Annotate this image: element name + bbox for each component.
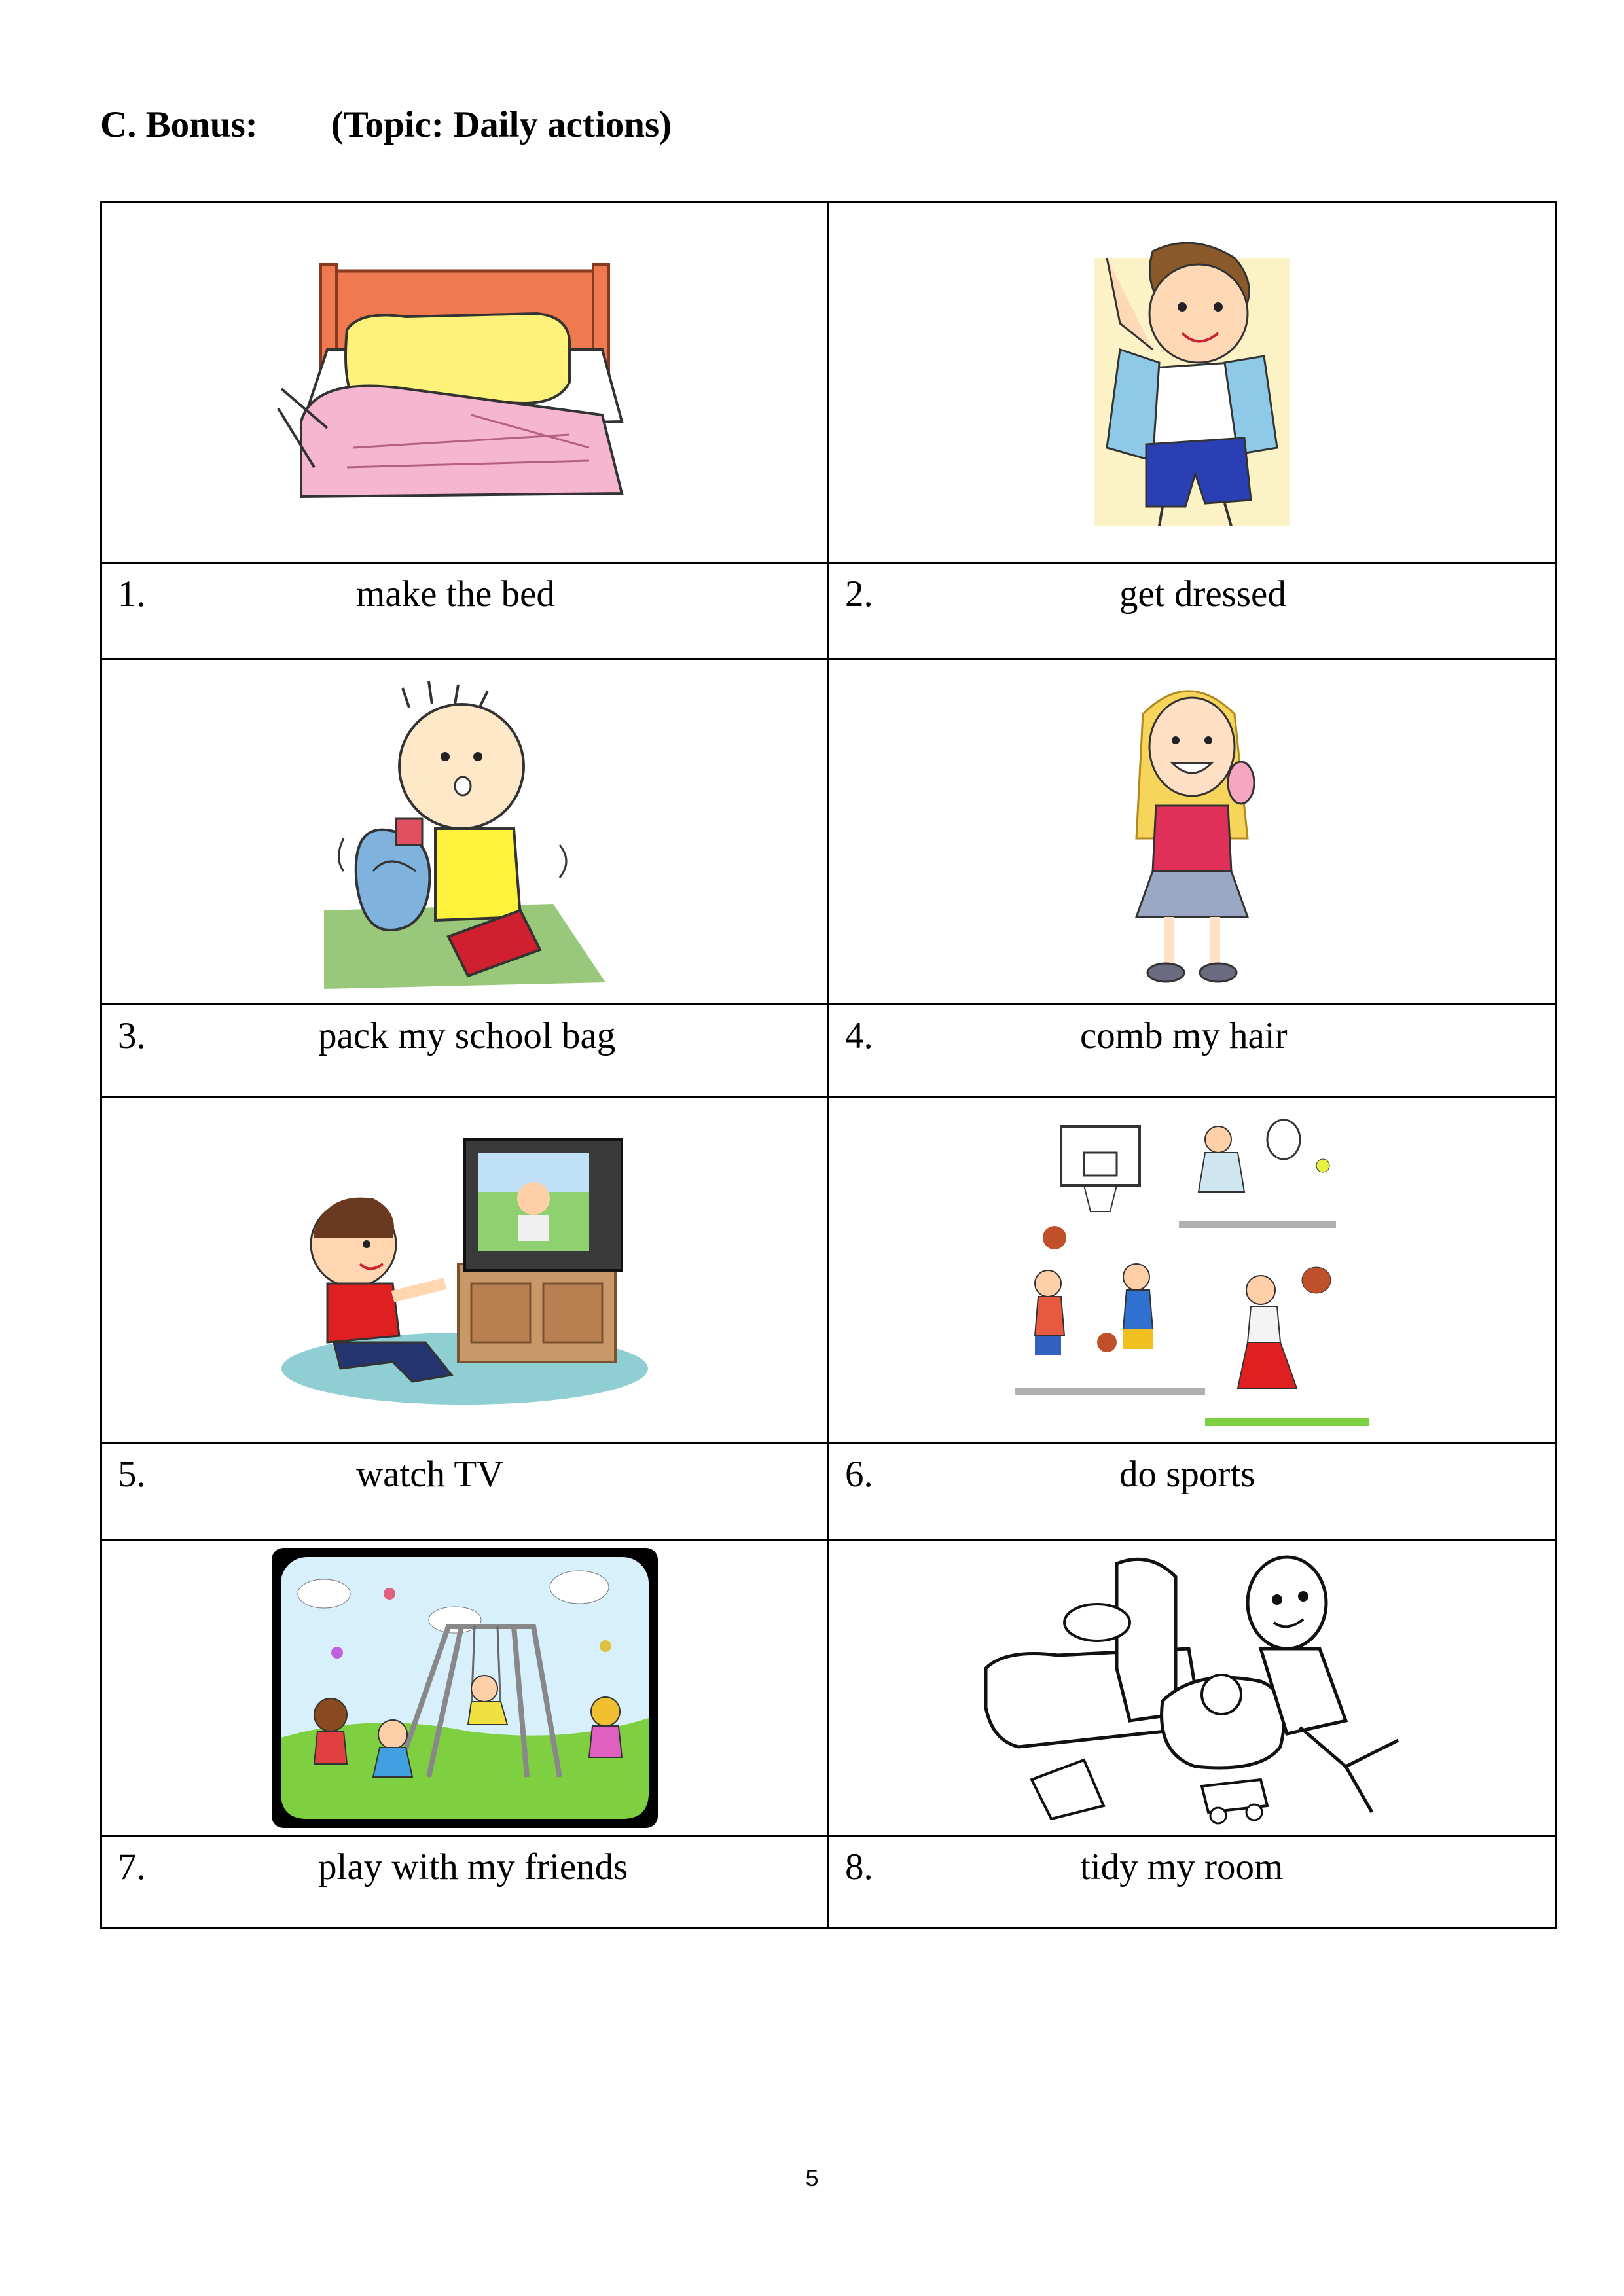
- boy-tidying-room-illustration: [979, 1551, 1405, 1825]
- section-title: C. Bonus:: [100, 104, 258, 145]
- kids-sports-illustration: [1009, 1113, 1375, 1427]
- picture-cell: [829, 1540, 1556, 1836]
- picture-row: [101, 660, 1556, 1005]
- item-label: play with my friends: [318, 1846, 628, 1888]
- boy-watching-tv-illustration: [281, 1133, 648, 1408]
- item-label: comb my hair: [1080, 1015, 1288, 1056]
- item-label: do sports: [1119, 1454, 1255, 1495]
- caption-row: [101, 1443, 1556, 1540]
- item-number: 6.: [845, 1454, 873, 1495]
- item-label: make the bed: [356, 573, 555, 615]
- kids-playground-illustration: [272, 1548, 658, 1828]
- item-number: 7.: [118, 1846, 146, 1888]
- item-label: pack my school bag: [318, 1015, 616, 1056]
- caption-cell: [101, 563, 829, 660]
- picture-cell: [101, 1540, 829, 1836]
- item-number: 8.: [845, 1846, 873, 1888]
- item-number: 1.: [118, 573, 146, 615]
- caption-cell: [829, 1005, 1556, 1098]
- picture-cell: [829, 202, 1556, 563]
- actions-table: [100, 201, 1557, 1929]
- girl-combing-hair-illustration: [1117, 675, 1267, 989]
- picture-cell: [101, 1098, 829, 1443]
- page-number: 5: [805, 2164, 819, 2191]
- bed-illustration: [275, 251, 655, 513]
- caption-cell: [829, 1443, 1556, 1540]
- caption-row: [101, 1836, 1556, 1928]
- item-number: 2.: [845, 573, 873, 615]
- picture-cell: [101, 660, 829, 1005]
- caption-cell: [101, 1836, 829, 1928]
- picture-row: [101, 1098, 1556, 1443]
- item-number: 3.: [118, 1015, 146, 1056]
- section-topic: (Topic: Daily actions): [331, 104, 672, 145]
- picture-row: [101, 202, 1556, 563]
- caption-cell: [101, 1443, 829, 1540]
- picture-cell: [101, 202, 829, 563]
- caption-cell: [829, 1836, 1556, 1928]
- caption-cell: [829, 563, 1556, 660]
- item-label: watch TV: [356, 1454, 504, 1495]
- caption-cell: [101, 1005, 829, 1098]
- item-number: 4.: [845, 1015, 873, 1056]
- caption-row: [101, 563, 1556, 660]
- picture-cell: [829, 660, 1556, 1005]
- boy-dressing-illustration: [1094, 238, 1290, 526]
- picture-row: [101, 1540, 1556, 1836]
- school-bag-illustration: [324, 675, 605, 989]
- item-number: 5.: [118, 1454, 146, 1495]
- item-label: tidy my room: [1080, 1846, 1284, 1888]
- section-heading: [100, 103, 672, 146]
- caption-row: [101, 1005, 1556, 1098]
- picture-cell: [829, 1098, 1556, 1443]
- item-label: get dressed: [1119, 573, 1286, 615]
